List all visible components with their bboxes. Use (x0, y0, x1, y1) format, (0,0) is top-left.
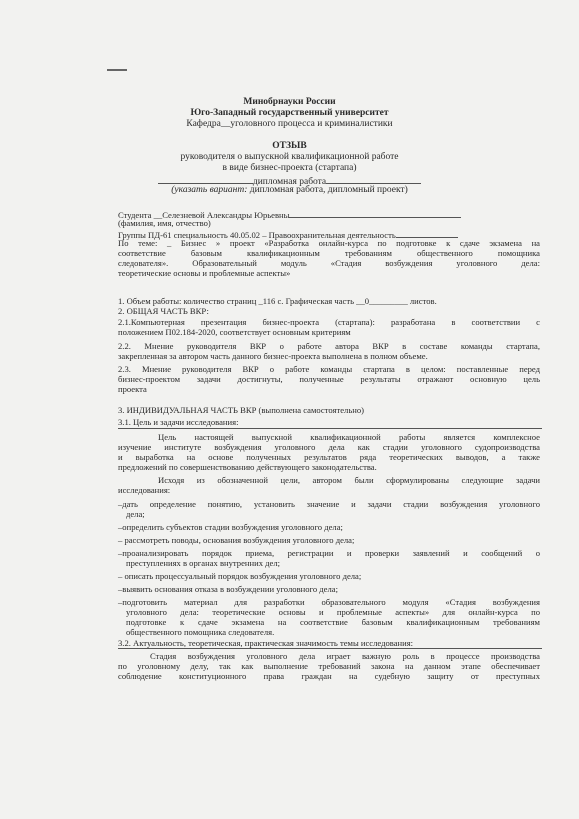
p31-line: Цель настоящей выпускной квалификационной работы является комплексное (158, 432, 540, 442)
topic-line: По теме: _ Бизнес » проект «Разработка онлайн-курса по подготовке к сдаче экзамена на (118, 238, 540, 248)
p23-line: проекта (118, 384, 147, 394)
ministry: Минобрнауки России (243, 97, 336, 107)
task-line: подготовке к сдаче экзамена на соответствие базовым квалификационным требованиям (126, 617, 540, 627)
task-line: преступлениях в органах внутренних дел; (126, 558, 281, 568)
p23-line: бизнес-проектом задачи достигнуты, полученные результаты отражают основную цель (118, 374, 540, 384)
subtitle-3: дипломная работа (0, 174, 579, 188)
task-line: – рассмотреть поводы, основания возбуждения уголовного дела; (118, 535, 355, 545)
divider (118, 648, 542, 649)
p31-title: 3.1. Цель и задачи исследования: (118, 417, 239, 427)
p32-line: по уголовному делу, так как выполнение требований закона на данном этапе обеспечивает (118, 661, 540, 671)
goal-line: Исходя из обозначенной цели, автором были сформулированы следующие задачи (158, 475, 540, 485)
task-line: –определить субъектов стадии возбуждения уголовного дела; (118, 522, 343, 532)
task-line: –подготовить материал для разработки образовательного модуля «Стадия возбуждения (118, 597, 540, 607)
student-group: Группы ПД-61 специальность 40.05.02 – Правоохранительная деятельность (118, 228, 458, 240)
student-name: Студента __Селезневой Александры Юрьевны (118, 208, 461, 220)
student-name-hint: (фамилия, имя, отчество) (118, 218, 211, 228)
divider (118, 428, 542, 429)
hint: (указать вариант: дипломная работа, дипломный проект) (171, 185, 408, 195)
p32-line: Стадия возбуждения уголовного дела играет важную роль в процессе производства (150, 651, 540, 661)
individual-part-title: 3. ИНДИВИДУАЛЬНАЯ ЧАСТЬ ВКР (выполнена самостоятельно) (118, 405, 365, 415)
task-line: –выявить основания отказа в возбуждении уголовного дела; (118, 584, 338, 594)
p21-line: 2.1.Компьютерная презентация бизнес-проекта (стартапа): разработана в соответствии с (118, 317, 540, 327)
p31-line: и выработка на основе полученных результатов ряда теоретических выводов, а также (118, 452, 540, 462)
university: Юго-Западный государственный университет (190, 108, 389, 118)
task-line: –проанализировать порядок приема, регистрации и проверки заявлений и сообщений о (118, 548, 540, 558)
subtitle-1: руководителя о выпускной квалификационной работе (180, 152, 399, 162)
p22-line: 2.2. Мнение руководителя ВКР о работе автора ВКР в составе команды стартапа, (118, 341, 540, 351)
doc-title: ОТЗЫВ (272, 141, 307, 151)
p23-line: 2.3. Мнение руководителя ВКР о работе команды стартапа в целом: поставленные перед (118, 364, 540, 374)
topic-line: теоретические основы и проблемные аспекты» (118, 268, 291, 278)
scan-mark (107, 69, 127, 71)
task-line: –дать определение понятию, установить значение и задачи стадии возбуждения уголовного (118, 499, 540, 509)
p32-title: 3.2. Актуальность, теоретическая, практическая значимость темы исследования: (118, 638, 414, 648)
p22-line: закрепленная за автором часть данного бизнес-проекта выполнена в полном объеме. (118, 351, 428, 361)
task-line: – описать процессуальный порядок возбуждения уголовного дела; (118, 571, 362, 581)
p21-line: положением П02.184-2020, соответствует основным критериям (118, 327, 351, 337)
p32-line: соблюдение конституционного права граждан на судебную защиту от преступных (118, 671, 540, 681)
department: Кафедра__уголовного процесса и криминалистики (186, 119, 393, 129)
subtitle-2: в виде бизнес-проекта (стартапа) (222, 163, 357, 173)
volume-line: 1. Объем работы: количество страниц _116 с. Графическая часть __0_________ листов. (118, 296, 437, 306)
goal-line: исследования: (118, 485, 171, 495)
task-line: уголовного дела: теоретические основы и проблемные аспекты» для онлайн-курса по (126, 607, 540, 617)
p31-line: предложений по совершенствованию действующего законодательства. (118, 462, 377, 472)
topic-line: соответствие базовым квалификационным требованиям общественного помощника (118, 248, 540, 258)
general-part-title: 2. ОБЩАЯ ЧАСТЬ ВКР: (118, 306, 209, 316)
p31-line: изучение институте возбуждения уголовного дела как стадии уголовного судопроизводства (118, 442, 540, 452)
task-line: общественного помощника следователя. (126, 627, 275, 637)
topic-line: следователя». Образовательный модуль «Стадия возбуждения уголовного дела: (118, 258, 540, 268)
task-line: дела; (126, 509, 145, 519)
